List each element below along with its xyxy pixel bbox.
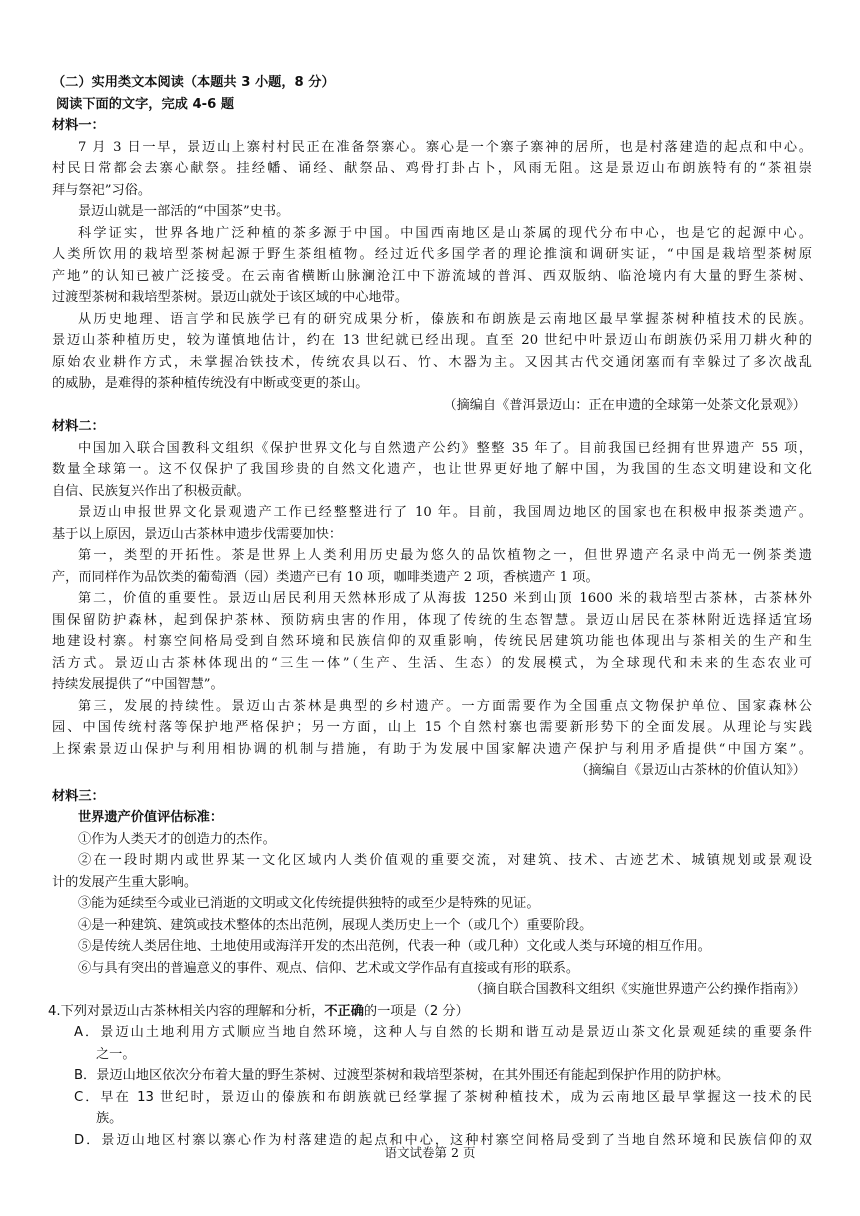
m1-line: 从历史地理、语言学和民族学已有的研究成果分析，傣族和布朗族是云南地区最早掌握茶树种植技术的民族。 (78, 311, 812, 327)
m2-source: （摘编自《景迈山古茶林的价值认知》） (575, 763, 806, 778)
m2-line: 数量全球第一。这不仅保护了我国珍贵的自然文化遗产，也让世界更好地了解中国，为我国的生态文明建设和文化 (52, 462, 812, 477)
m2-line: 第二，价值的重要性。景迈山居民利用天然林形成了从海拔 1250 米到山顶 1600 米的栽培型古茶林，古茶林外 (78, 591, 812, 606)
option-a[interactable]: A．景迈山土地利用方式顺应当地自然环境，这种人与自然的长期和谐互动是景迈山茶文化景观延续的重要条件 (74, 1025, 812, 1041)
material-2-label: 材料二： (52, 419, 105, 434)
m3-line: ①作为人类天才的创造力的杰作。 (78, 831, 276, 847)
m1-line: 7 月 3 日一早，景迈山上寨村村民正在准备祭寨心。寨心是一个寨子寨神的居所，也是村落建造的起点和中心。 (78, 139, 812, 155)
m3-source: （摘自联合国教科文组织《实施世界遗产公约操作指南》） (469, 982, 806, 997)
m3-line: ⑤是传统人类居住地、土地使用或海洋开发的杰出范例，代表一种（或几种）文化或人类与环境的相互作用。 (78, 939, 711, 954)
m1-line: 景迈山就是一部活的“中国茶”史书。 (78, 204, 290, 219)
m2-line: 景迈山申报世界文化景观遗产工作已经整整进行了 10 年。目前，我国周边地区的国家也在积极申报茶类遗产。 (78, 505, 812, 520)
m2-line: 基于以上原因，景迈山古茶林申遗步伐需要加快： (52, 526, 343, 542)
m2-line: 自信、民族复兴作出了积极贡献。 (52, 483, 250, 499)
instruction: 阅读下面的文字，完成 4-6 题 (56, 96, 235, 112)
m1-line: 产地”的认知已被广泛接受。在云南省横断山脉澜沧江中下游流域的普洱、西双版纳、临沧境内有大量的野生茶树、 (52, 268, 812, 284)
m2-line: 第三，发展的持续性。景迈山古茶林是典型的乡村遗产。一方面需要作为全国重点文物保护单位、国家森林公 (78, 698, 812, 714)
m3-heading: 世界遗产价值评估标准： (78, 810, 224, 825)
option-c-continued: 族。 (96, 1111, 123, 1127)
m2-line: 地建设村寨。村寨空间格局受到自然环境和民族信仰的双重影响，传统民居建筑功能也体现出与茶相关的生产和生 (52, 634, 812, 649)
option-c[interactable]: C．早在 13 世纪时，景迈山的傣族和布朗族就已经掌握了茶树种植技术，成为云南地区最早掌握这一技术的民 (74, 1089, 812, 1105)
m2-line: 围保留防护森林，起到保护茶林、预防病虫害的作用，体现了传统的生态智慧。景迈山居民在茶林附近选择适宜场 (52, 612, 812, 628)
question-4-stem (48, 1001, 812, 1023)
page-content (48, 72, 812, 1152)
question-stem-emphasis: 不正确 (324, 1003, 364, 1019)
m2-line: 产，而同样作为品饮类的葡萄酒（园）类遗产已有 10 项，咖啡类遗产 2 项，香槟遗产 1 项。 (52, 569, 599, 585)
m2-line: 第一，类型的开拓性。茶是世界上人类利用历史最为悠久的品饮植物之一，但世界遗产名录中尚无一例茶类遗 (78, 548, 812, 563)
question-stem-text: 的一项是（2 分） (363, 1003, 469, 1019)
m1-line: 人类所饮用的栽培型茶树起源于野生茶组植物。经过近代多国学者的理论推演和调研实证，“中国是栽培型茶树原 (52, 247, 812, 262)
question-stem-text: 4.下列对景迈山古茶林相关内容的理解和分析， (48, 1003, 325, 1019)
section-title: （二）实用类文本阅读（本题共 3 小题，8 分） (52, 75, 335, 90)
m3-line: 计的发展产生重大影响。 (52, 874, 198, 890)
m1-line: 科学证实，世界各地广泛种植的茶多源于中国。中国西南地区是山茶属的现代分布中心，也是它的起源中心。 (78, 225, 812, 241)
m1-line: 过渡型茶树和栽培型茶树。景迈山就处于该区域的中心地带。 (52, 290, 409, 305)
m1-line: 拜与祭祀”习俗。 (52, 182, 152, 198)
material-1-label: 材料一： (52, 118, 105, 133)
material-3-label: 材料三： (52, 788, 105, 804)
m3-line: ②在一段时期内或世界某一文化区域内人类价值观的重要交流，对建筑、技术、古迹艺术、城镇规划或景观设 (78, 853, 812, 868)
page-footer: 语文试卷第 2 页 (384, 1145, 476, 1160)
m1-line: 村民日常都会去寨心献祭。挂经幡、诵经、献祭品、鸡骨打卦占卜，风雨无阻。这是景迈山布朗族特有的“茶祖崇 (52, 161, 812, 176)
m3-line: ⑥与具有突出的普遍意义的事件、观点、信仰、艺术或文学作品有直接或有形的联系。 (78, 960, 580, 976)
m1-source: （摘编自《普洱景迈山：正在申遗的全球第一处茶文化景观》） (443, 397, 806, 413)
option-d[interactable]: D．景迈山地区村寨以寨心作为村落建造的起点和中心，这种村寨空间格局受到了当地自然环境和民族信仰的双 (74, 1133, 812, 1149)
m2-line: 中国加入联合国教科文组织《保护世界文化与自然遗产公约》整整 35 年了。目前我国已经拥有世界遗产 55 项， (78, 440, 812, 456)
m3-line: ④是一种建筑、建筑或技术整体的杰出范例，展现人类历史上一个（或几个）重要阶段。 (78, 917, 593, 933)
option-a-continued: 之一。 (96, 1046, 136, 1062)
m2-line: 持续发展提供了“中国智慧”。 (52, 677, 224, 692)
m1-line: 的威胁，是难得的茶种植传统没有中断或变更的茶山。 (52, 376, 369, 391)
m1-line: 景迈山茶种植历史，较为谨慎地估计，约在 13 世纪就已经出现。直至 20 世纪中叶景迈山布朗族仍采用刀耕火种的 (52, 333, 812, 348)
option-b[interactable]: B．景迈山地区依次分布着大量的野生茶树、过渡型茶树和栽培型茶树，在其外围还有能起到保护作用的防护林。 (74, 1068, 730, 1084)
m3-line: ③能为延续至今或业已消逝的文明或文化传统提供独特的或至少是特殊的见证。 (78, 896, 540, 911)
m2-line: 上探索景迈山保护与利用相协调的机制与措施，有助于为发展中国家解决遗产保护与利用矛盾提供“中国方案”。 (52, 741, 812, 757)
m2-line: 活方式。景迈山古茶林体现出的“三生一体”（生产、生活、生态）的发展模式，为全球现代和未来的生态农业可 (52, 655, 812, 671)
m2-line: 园、中国传统村落等保护地严格保护；另一方面，山上 15 个自然村寨也需要新形势下的全面发展。从理论与实践 (52, 720, 812, 735)
m1-line: 原始农业耕作方式，未掌握冶铁技术，传统农具以石、竹、木器为主。又因其古代交通闭塞而有幸躲过了多次战乱 (52, 354, 812, 370)
